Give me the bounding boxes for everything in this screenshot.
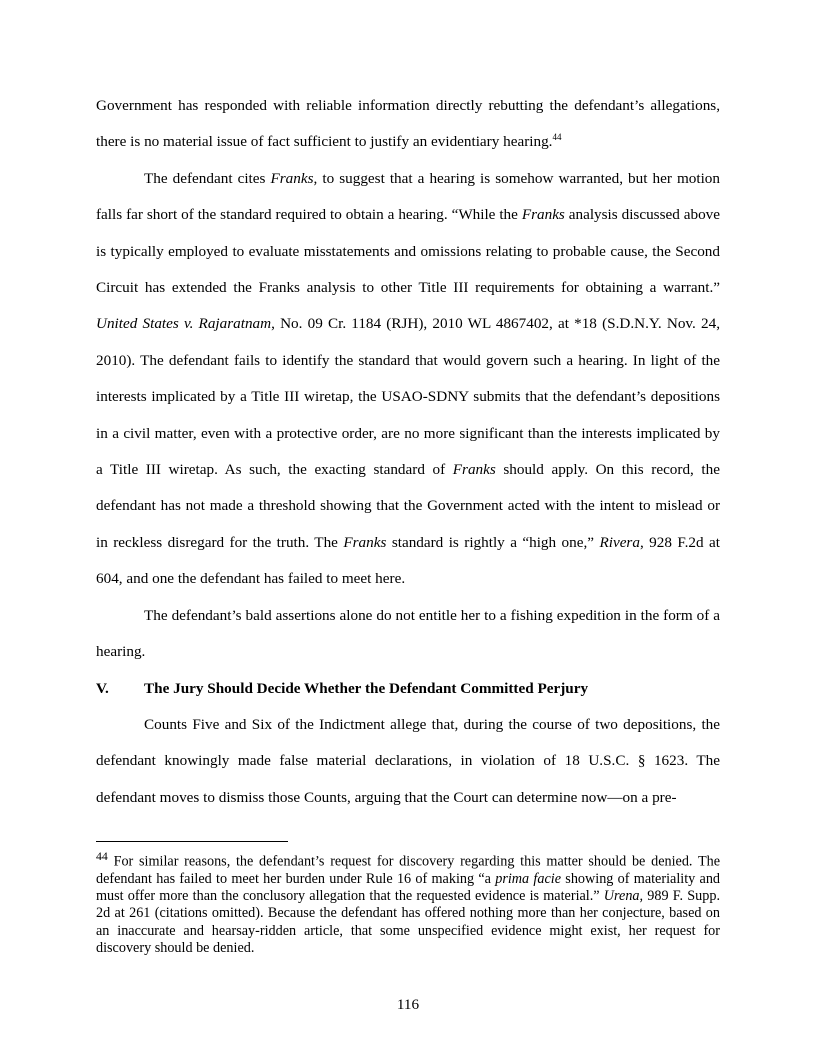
section-heading: [96, 671, 720, 707]
footnote-text: For similar reasons, the defendant’s request for discovery regarding this matter should be denied. The defendant has failed to meet her burden under Rule 16 of making “a: [96, 853, 720, 887]
paragraph-2-text: , to suggest that a hearing is somehow warranted, but her motion falls far short of the standard required to obtain a hearing. “While the: [96, 169, 720, 224]
footnote-44: [96, 848, 720, 957]
footnote-divider: [96, 841, 288, 842]
paragraph-4-text: Counts Five and Six of the Indictment allege that, during the course of two depositions, the defendant knowingly made false material declarations, in violation of 18 U.S.C. § 1623. The defendant moves to dismiss those Counts, arguing that the Court can determine now—on a pre-: [96, 715, 720, 806]
paragraph-3: [96, 598, 720, 671]
paragraph-2-text: should apply. On this record, the defendant has not made a threshold showing that the Government acted with the intent to mislead or in reckless disregard for the truth. The: [96, 461, 720, 551]
page-number: 116: [396, 996, 420, 1013]
paragraph-1-text: Government has responded with reliable information directly rebutting the defendant’s allegations, there is no material issue of fact sufficient to justify an evidentiary hearing.: [96, 97, 720, 151]
footnote-text: showing of materiality and must offer more than the conclusory allegation that the requested evidence is material.”: [96, 870, 721, 905]
paragraph-2-text: The defendant cites: [144, 169, 271, 187]
footnote-marker: 44: [96, 849, 108, 863]
document-body: [96, 88, 720, 816]
case-name-franks: Franks: [452, 461, 496, 479]
case-name-franks: Franks: [270, 169, 314, 187]
case-name-urena: Urena,: [603, 888, 644, 905]
footnote-ref-44: 44: [552, 132, 562, 143]
section-title: The Jury Should Decide Whether the Defendant Committed Perjury: [144, 679, 589, 697]
paragraph-1: [96, 88, 720, 161]
footnote-italic-prima-facie: prima facie: [495, 870, 562, 887]
paragraph-2-text: , No. 09 Cr. 1184 (RJH), 2010 WL 4867402, at *18 (S.D.N.Y. Nov. 24, 2010). The defendant fails to identify the standard that would govern such a hearing. In light of the interests implicated by a Title III wiretap, the USAO-SDNY submits that the defendant’s depositions in a civil matter, even with a protective order, are no more significant than the interests implicated by a Title III wiretap. As such, the exacting standard of: [96, 315, 720, 479]
paragraph-2-text: standard is rightly a “high one,”: [386, 533, 600, 551]
section-number: V.: [96, 679, 109, 697]
footnote-text: 989 F. Supp. 2d at 261 (citations omitted). Because the defendant has offered nothing more than her conjecture, based on an inaccurate and hearsay-ridden article, that some unspecified evidence might exist, her request for discovery should be denied.: [96, 888, 720, 956]
paragraph-2: [96, 161, 720, 598]
case-name-rivera: Rivera: [599, 533, 640, 551]
case-name-franks: Franks: [521, 206, 565, 224]
paragraph-2-text: analysis discussed above is typically employed to evaluate misstatements and omissions relating to probable cause, the Second Circuit has extended the Franks analysis to other Title III requirements for obtaining a warrant.”: [96, 206, 721, 297]
case-name-rajaratnam: United States v. Rajaratnam: [96, 315, 272, 333]
paragraph-2-text: , 928 F.2d at 604, and one the defendant has failed to meet here.: [96, 533, 720, 588]
paragraph-3-text: The defendant’s bald assertions alone do not entitle her to a fishing expedition in the form of a hearing.: [96, 606, 720, 661]
case-name-franks: Franks: [343, 533, 387, 551]
paragraph-4: [96, 707, 720, 816]
